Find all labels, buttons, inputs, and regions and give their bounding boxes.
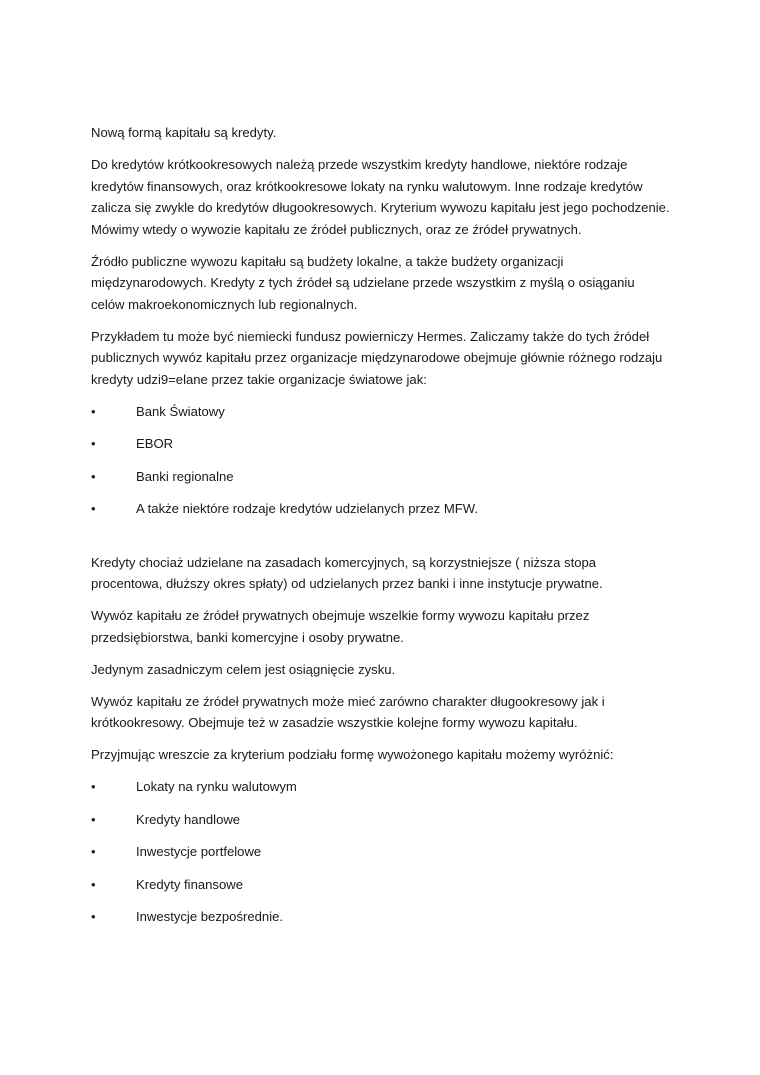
bullet-icon: • bbox=[91, 403, 96, 419]
paragraph: Wywóz kapitału ze źródeł prywatnych może mieć zarówno charakter długookresowy jak i krótkookresowy. Obejmuje też w zasadzie wszystkie kolejne formy wywozu kapitału. bbox=[91, 693, 605, 730]
list-item-text: Kredyty finansowe bbox=[136, 876, 243, 892]
list-item-text: Inwestycje portfelowe bbox=[136, 844, 262, 859]
bullet-icon: • bbox=[91, 436, 96, 451]
list-item bbox=[91, 776, 671, 798]
bullet-icon: • bbox=[91, 468, 96, 484]
list-item-text: Lokaty na rynku walutowym bbox=[136, 779, 297, 794]
bullet-icon: • bbox=[91, 876, 96, 892]
paragraph: Kredyty chociaż udzielane na zasadach komercyjnych, są korzystniejsze ( niższa stopa procentowa, dłuższy okres spłaty) od udzielanych przez banki i inne instytucje prywatne. bbox=[91, 554, 603, 591]
bullet-icon: • bbox=[91, 909, 96, 924]
paragraph: Przykładem tu może być niemiecki fundusz powierniczy Hermes. Zaliczamy także do tych źródeł publicznych wywóz kapitału przez organizacje międzynarodowe obejmuje głównie różnego rodzaju kredyty udzi9=elane przez takie organizacje światowe jak: bbox=[91, 328, 663, 387]
bullet-icon: • bbox=[91, 779, 96, 794]
list-item bbox=[91, 906, 671, 928]
bullet-icon: • bbox=[91, 811, 96, 827]
list-item-text: Bank Światowy bbox=[136, 403, 225, 419]
paragraph: Do kredytów krótkookresowych należą przede wszystkim kredyty handlowe, niektóre rodzaje kredytów finansowych, oraz krótkookresowe lokaty na rynku walutowym. Inne rodzaje kredytów zalicza się zwykle do kredytów długookresowych. Kryterium wywozu kapitału jest jego pochodzenie. Mówimy wtedy o wywozie kapitału ze źródeł publicznych, oraz ze źródeł prywatnych. bbox=[91, 157, 670, 237]
list-item-text: Kredyty handlowe bbox=[136, 811, 241, 827]
bullet-list-capital-forms bbox=[91, 776, 671, 928]
bullet-icon: • bbox=[91, 501, 96, 516]
bullet-icon: • bbox=[91, 844, 96, 859]
list-item-text: Banki regionalne bbox=[136, 468, 234, 484]
document-body bbox=[91, 122, 671, 939]
list-item-text: EBOR bbox=[136, 436, 174, 451]
paragraph: Przyjmując wreszcie za kryterium podziału formę wywożonego kapitału możemy wyróżnić: bbox=[91, 747, 614, 762]
list-item bbox=[91, 841, 671, 863]
paragraph: Wywóz kapitału ze źródeł prywatnych obejmuje wszelkie formy wywozu kapitału przez przedsiębiorstwa, banki komercyjne i osoby prywatne. bbox=[91, 608, 590, 645]
list-item bbox=[91, 433, 671, 455]
list-item-text: A także niektóre rodzaje kredytów udzielanych przez MFW. bbox=[136, 501, 479, 516]
document-title: Nową formą kapitału są kredyty. bbox=[91, 125, 277, 140]
list-item bbox=[91, 401, 671, 423]
list-item-text: Inwestycje bezpośrednie. bbox=[136, 909, 284, 924]
bullet-list-institutions bbox=[91, 401, 671, 520]
list-item bbox=[91, 466, 671, 488]
paragraph: Źródło publiczne wywozu kapitału są budżety lokalne, a także budżety organizacji międzynarodowych. Kredyty z tych źródeł są udzielane przede wszystkim z myślą o osiąganiu celów makroekonomicznych lub regionalnych. bbox=[91, 253, 635, 312]
list-item bbox=[91, 809, 671, 831]
list-item bbox=[91, 498, 671, 520]
blank-line bbox=[91, 531, 671, 552]
list-item bbox=[91, 874, 671, 896]
paragraph: Jedynym zasadniczym celem jest osiągnięcie zysku. bbox=[91, 661, 396, 677]
